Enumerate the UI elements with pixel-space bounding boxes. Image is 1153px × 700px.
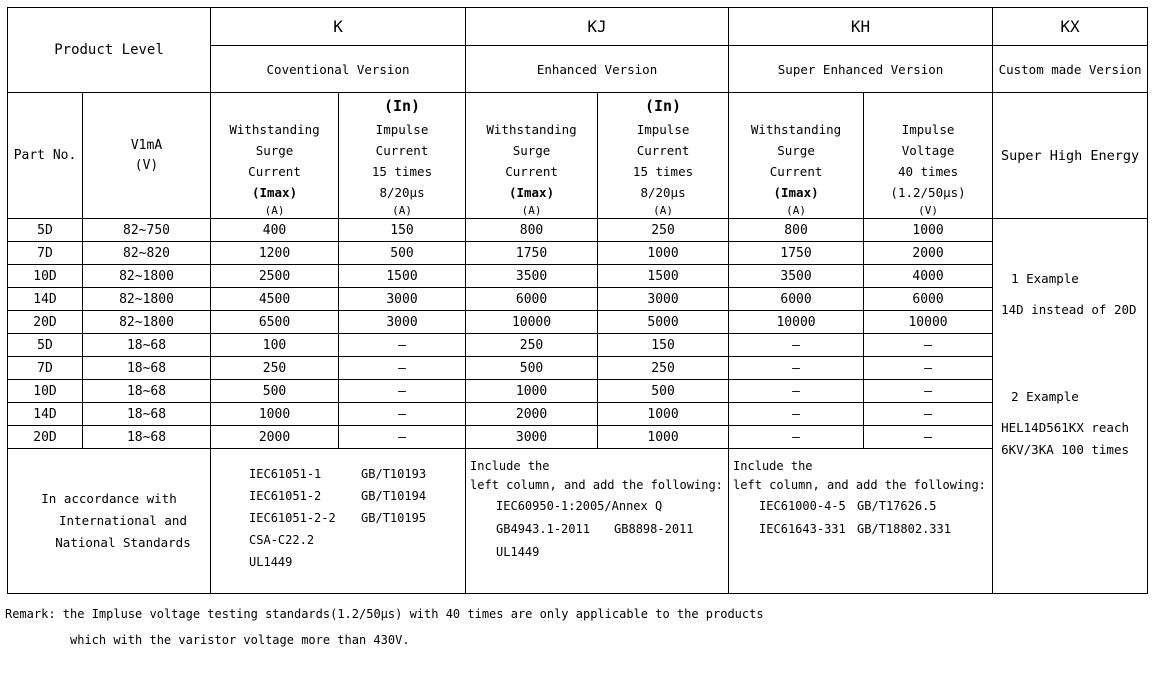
- data-cell: —: [729, 426, 864, 449]
- data-cell: 250: [211, 357, 339, 380]
- data-cell: 3500: [466, 265, 598, 288]
- data-cell: 2000: [466, 403, 598, 426]
- standards-label-cell: In accordance with International and National Standards: [8, 449, 211, 594]
- remark-line2: which with the varistor voltage more than 430V.: [70, 633, 410, 647]
- header-row-codes: [8, 8, 1148, 46]
- data-cell: 3000: [466, 426, 598, 449]
- group-header-kx: KX: [993, 8, 1148, 46]
- data-cell: 6000: [466, 288, 598, 311]
- table-row: [8, 426, 1148, 449]
- data-cell: 18~68: [83, 357, 211, 380]
- data-cell: 3000: [339, 288, 466, 311]
- data-cell: 1000: [864, 219, 993, 242]
- kx-example1-text: 14D instead of 20D: [1001, 302, 1137, 317]
- data-cell: 250: [466, 334, 598, 357]
- data-cell: 400: [211, 219, 339, 242]
- col-header-kx-energy: Super High Energy: [993, 93, 1148, 219]
- data-cell: 1000: [598, 403, 729, 426]
- data-cell: 250: [598, 357, 729, 380]
- kx-example2-line1: HEL14D561KX reach: [1001, 420, 1129, 435]
- data-cell: —: [729, 403, 864, 426]
- part-no-header: Part No.: [8, 93, 83, 219]
- standards-k-cell: IEC61051-1 GB/T10193 IEC61051-2 GB/T10194 IEC61051-2-2 GB/T10195 CSA-C22.2 UL1449: [211, 449, 466, 594]
- data-cell: —: [339, 426, 466, 449]
- data-cell: 1500: [339, 265, 466, 288]
- group-header-kj: KJ: [466, 8, 729, 46]
- data-cell: 2000: [864, 242, 993, 265]
- kx-example2-title: 2 Example: [1011, 389, 1079, 404]
- table-row: [8, 403, 1148, 426]
- col-header-kj-imax: Withstanding Surge Current (Imax) (A): [466, 93, 598, 219]
- data-cell: 7D: [8, 357, 83, 380]
- data-cell: —: [729, 380, 864, 403]
- data-cell: —: [864, 357, 993, 380]
- kx-examples-cell: [993, 219, 1148, 594]
- data-cell: 82~1800: [83, 288, 211, 311]
- data-cell: 1000: [598, 426, 729, 449]
- col-header-kh-impulse-voltage: Impulse Voltage 40 times (1.2/50μs) (V): [864, 93, 993, 219]
- group-header-k: K: [211, 8, 466, 46]
- data-cell: 10D: [8, 380, 83, 403]
- table-row: [8, 380, 1148, 403]
- data-cell: 20D: [8, 426, 83, 449]
- product-level-header: Product Level: [8, 8, 211, 93]
- v1ma-label: V1mA: [130, 137, 163, 153]
- col-header-kj-in: (In) Impulse Current 15 times 8/20μs (A): [598, 93, 729, 219]
- data-cell: 2000: [211, 426, 339, 449]
- data-cell: —: [339, 357, 466, 380]
- data-cell: 10D: [8, 265, 83, 288]
- table-row: [8, 334, 1148, 357]
- data-cell: 6000: [864, 288, 993, 311]
- v1ma-unit: (V): [134, 157, 159, 173]
- data-cell: 500: [211, 380, 339, 403]
- col-header-kh-imax: Withstanding Surge Current (Imax) (A): [729, 93, 864, 219]
- data-cell: 500: [339, 242, 466, 265]
- data-cell: 800: [466, 219, 598, 242]
- data-cell: 18~68: [83, 426, 211, 449]
- data-cell: 500: [466, 357, 598, 380]
- data-cell: 100: [211, 334, 339, 357]
- data-cell: —: [864, 403, 993, 426]
- data-cell: 82~1800: [83, 265, 211, 288]
- table-row: [8, 288, 1148, 311]
- spec-table: [7, 7, 1148, 594]
- data-cell: 500: [598, 380, 729, 403]
- standards-kj-cell: Include the left column, and add the following: IEC60950-1:2005/Annex Q GB4943.1-2011 GB8898-2011 UL1449: [466, 449, 729, 594]
- version-kx: Custom made Version: [993, 46, 1148, 93]
- col-header-k-imax: Withstanding Surge Current (Imax) (A): [211, 93, 339, 219]
- data-cell: 5D: [8, 219, 83, 242]
- data-cell: 2500: [211, 265, 339, 288]
- data-cell: 14D: [8, 403, 83, 426]
- remark: [5, 606, 1153, 649]
- data-cell: 18~68: [83, 380, 211, 403]
- data-cell: 5000: [598, 311, 729, 334]
- v1ma-header: [83, 93, 211, 219]
- data-cell: 10000: [864, 311, 993, 334]
- table-row: [8, 265, 1148, 288]
- data-cell: 10000: [729, 311, 864, 334]
- data-cell: 3500: [729, 265, 864, 288]
- version-kh: Super Enhanced Version: [729, 46, 993, 93]
- data-cell: 1750: [729, 242, 864, 265]
- data-cell: 18~68: [83, 403, 211, 426]
- version-kj: Enhanced Version: [466, 46, 729, 93]
- data-cell: 1750: [466, 242, 598, 265]
- data-cell: 4500: [211, 288, 339, 311]
- data-cell: —: [729, 357, 864, 380]
- data-cell: 18~68: [83, 334, 211, 357]
- data-cell: 5D: [8, 334, 83, 357]
- header-row-columns: [8, 93, 1148, 219]
- data-cell: —: [864, 334, 993, 357]
- col-header-k-in: (In) Impulse Current 15 times 8/20μs (A): [339, 93, 466, 219]
- data-cell: 1200: [211, 242, 339, 265]
- data-cell: —: [729, 334, 864, 357]
- data-cell: 82~820: [83, 242, 211, 265]
- data-cell: 150: [339, 219, 466, 242]
- data-cell: —: [339, 380, 466, 403]
- data-cell: —: [339, 334, 466, 357]
- data-cell: 20D: [8, 311, 83, 334]
- data-cell: 6000: [729, 288, 864, 311]
- kx-example2-line2: 6KV/3KA 100 times: [1001, 442, 1129, 457]
- table-row: [8, 219, 1148, 242]
- table-row: [8, 311, 1148, 334]
- data-cell: 1000: [466, 380, 598, 403]
- table-row: [8, 357, 1148, 380]
- group-header-kh: KH: [729, 8, 993, 46]
- data-cell: —: [864, 426, 993, 449]
- data-cell: 800: [729, 219, 864, 242]
- data-cell: 4000: [864, 265, 993, 288]
- version-k: Coventional Version: [211, 46, 466, 93]
- data-cell: 82~1800: [83, 311, 211, 334]
- table-row: [8, 242, 1148, 265]
- data-cell: 1000: [211, 403, 339, 426]
- data-cell: 7D: [8, 242, 83, 265]
- standards-row: [8, 449, 1148, 594]
- remark-line1: Remark: the Impluse voltage testing standards(1.2/50μs) with 40 times are only applicable to the products: [5, 607, 764, 621]
- kx-example1-title: 1 Example: [1011, 271, 1079, 286]
- data-cell: 1000: [598, 242, 729, 265]
- data-cell: 3000: [339, 311, 466, 334]
- data-cell: 3000: [598, 288, 729, 311]
- data-cell: 82~750: [83, 219, 211, 242]
- data-cell: 150: [598, 334, 729, 357]
- standards-kh-cell: Include the left column, and add the following: IEC61000-4-5 GB/T17626.5 IEC61643-331 GB/T18802.331: [729, 449, 993, 594]
- data-cell: 250: [598, 219, 729, 242]
- data-cell: 10000: [466, 311, 598, 334]
- data-cell: 1500: [598, 265, 729, 288]
- data-cell: 14D: [8, 288, 83, 311]
- data-cell: —: [864, 380, 993, 403]
- data-cell: —: [339, 403, 466, 426]
- data-cell: 6500: [211, 311, 339, 334]
